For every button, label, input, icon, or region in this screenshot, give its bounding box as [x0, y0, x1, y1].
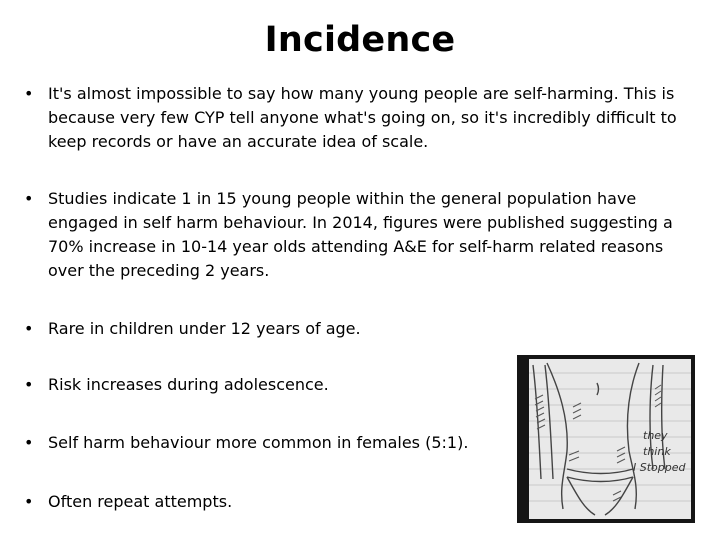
bullet-text: Studies indicate 1 in 15 young people within the general population have engaged in self harm behaviour. In 2014, figures were published suggesting a 70% increase in 10-14 year olds attending A&E for self-harm related reasons over the preceding 2 years. [48, 189, 673, 280]
sketch-paper [529, 359, 691, 519]
bullet-dot: • [24, 84, 34, 103]
bullet-item [24, 82, 684, 154]
torso-drawing [529, 359, 691, 519]
body-sketch-image [517, 355, 695, 523]
bullet-dot: • [24, 319, 34, 338]
bullet-dot: • [24, 189, 34, 208]
bullet-item [24, 317, 684, 341]
bullet-text: Self harm behaviour more common in females (5:1). [48, 433, 469, 452]
handwriting-they: they [643, 429, 668, 442]
handwriting-stopped: I Stopped [633, 461, 686, 474]
bullet-dot: • [24, 492, 34, 511]
slide-title: Incidence [264, 20, 456, 60]
bullet-dot: • [24, 433, 34, 452]
bullet-item [24, 187, 684, 283]
bullet-dot: • [24, 375, 34, 394]
bullet-text: Risk increases during adolescence. [48, 375, 329, 394]
bullet-text: Often repeat attempts. [48, 492, 233, 511]
bullet-text: Rare in children under 12 years of age. [48, 319, 361, 338]
bullet-text: It's almost impossible to say how many young people are self-harming. This is because very few CYP tell anyone what's going on, so it's incredibly difficult to keep records or have an accurate idea of scale. [48, 84, 677, 151]
handwriting-think: think [643, 445, 671, 458]
